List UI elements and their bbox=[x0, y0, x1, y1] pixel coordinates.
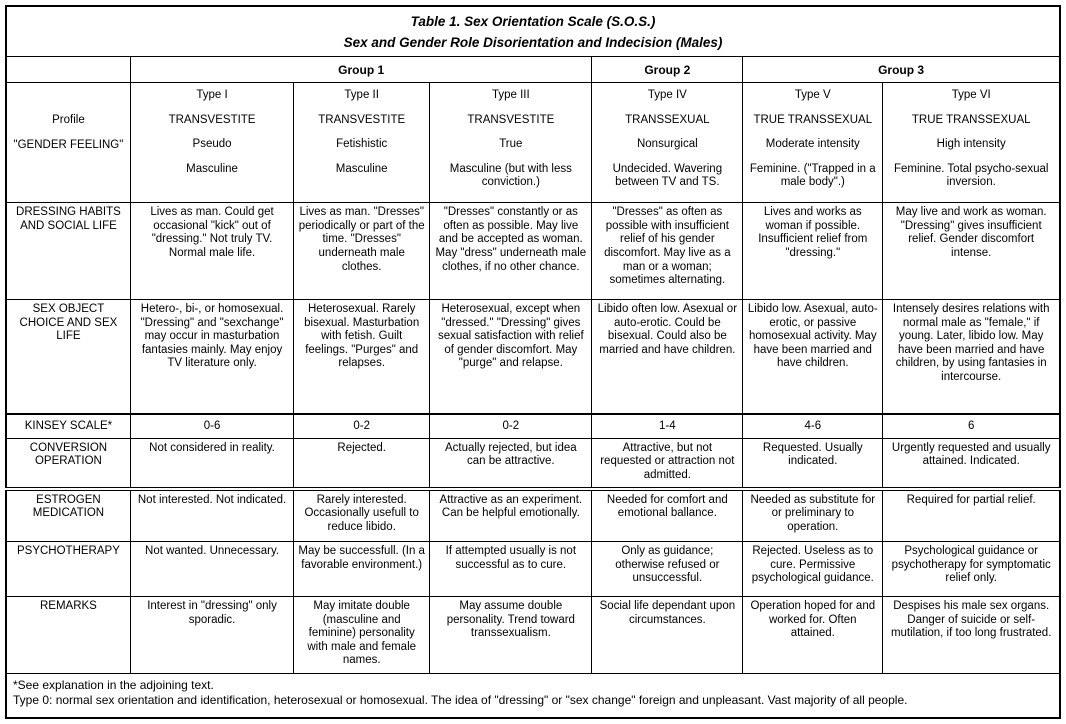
group-header-row bbox=[6, 57, 1060, 82]
type-category: TRUE TRANSSEXUAL bbox=[753, 113, 873, 126]
table-cell: Despises his male sex organs. Danger of suicide or self-mutilation, if too long frustrated. bbox=[883, 597, 1060, 673]
type-name: Type VI bbox=[951, 88, 991, 101]
table-cell: Not interested. Not indicated. bbox=[130, 489, 293, 542]
footnote-asterisk: *See explanation in the adjoining text. bbox=[13, 677, 214, 692]
row-sex-object-choice bbox=[6, 300, 1060, 414]
group-header-empty-cell bbox=[6, 57, 130, 82]
row-label: SEX OBJECT CHOICE AND SEX LIFE bbox=[6, 300, 130, 414]
type-name: Type IV bbox=[647, 88, 687, 101]
type-variant: Moderate intensity bbox=[765, 138, 860, 151]
table-cell: Requested. Usually indicated. bbox=[743, 438, 883, 488]
type-feeling: Masculine bbox=[335, 162, 388, 175]
row-remarks bbox=[6, 597, 1060, 673]
type-name: Type II bbox=[344, 88, 379, 101]
row-label: ESTROGEN MEDICATION bbox=[6, 489, 130, 542]
type-category: TRANSSEXUAL bbox=[625, 113, 710, 126]
table-cell: Operation hoped for and worked for. Often attained. bbox=[743, 597, 883, 673]
table-cell: Libido low. Asexual, auto-erotic, or passive homosexual activity. May have been married and have children. bbox=[743, 300, 883, 414]
table-cell: 0-6 bbox=[130, 414, 293, 438]
table-cell: Rarely interested. Occasionally usefull to reduce libido. bbox=[294, 489, 430, 542]
row-label: CONVERSION OPERATION bbox=[6, 438, 130, 488]
table-cell: Rejected. Useless as to cure. Permissive psychological guidance. bbox=[743, 542, 883, 597]
type-category: TRUE TRANSSEXUAL bbox=[911, 113, 1031, 126]
table-cell: Attractive as an experiment. Can be helpful emotionally. bbox=[430, 489, 592, 542]
table-cell: Heterosexual. Rarely bisexual. Masturbation with fetish. Guilt feelings. "Purges" and relapses. bbox=[294, 300, 430, 414]
row-conversion-operation bbox=[6, 438, 1060, 488]
group2-header: Group 2 bbox=[592, 57, 743, 82]
type-variant: High intensity bbox=[936, 138, 1006, 151]
table-cell: May live and work as woman. "Dressing" gives insufficient relief. Gender discomfort intense. bbox=[883, 203, 1060, 300]
row-label: PSYCHOTHERAPY bbox=[6, 542, 130, 597]
table-cell: 1-4 bbox=[592, 414, 743, 438]
type-variant: Nonsurgical bbox=[636, 138, 698, 151]
table-cell: Urgently requested and usually attained. Indicated. bbox=[883, 438, 1060, 488]
row-psychotherapy bbox=[6, 542, 1060, 597]
type2-profile-cell bbox=[294, 82, 430, 202]
type-name: Type V bbox=[794, 88, 831, 101]
footnote-row bbox=[6, 673, 1060, 718]
table-cell: 4-6 bbox=[743, 414, 883, 438]
row-dressing-habits bbox=[6, 203, 1060, 300]
type-feeling: Feminine. Total psycho-sexual inversion. bbox=[893, 162, 1049, 189]
type-variant: Pseudo bbox=[192, 138, 232, 151]
group1-header: Group 1 bbox=[130, 57, 592, 82]
row-label: REMARKS bbox=[6, 597, 130, 673]
table-cell: May imitate double (masculine and feminine) personality with male and female names. bbox=[294, 597, 430, 673]
table-cell: Lives and works as woman if possible. Insufficient relief from "dressing." bbox=[743, 203, 883, 300]
table-cell: Only as guidance; otherwise refused or unsuccessful. bbox=[592, 542, 743, 597]
table-cell: 0-2 bbox=[430, 414, 592, 438]
type-name: Type I bbox=[196, 88, 228, 101]
type-category: TRANSVESTITE bbox=[168, 113, 256, 126]
profile-row-label bbox=[6, 82, 130, 202]
type-variant: Fetishistic bbox=[336, 138, 388, 151]
row-estrogen-medication bbox=[6, 489, 1060, 542]
table-cell: "Dresses" as often as possible with insufficient relief of his gender discomfort. May live as a man or a woman; sometimes alternating. bbox=[592, 203, 743, 300]
table-cell: Intensely desires relations with normal male as "female," if young. Later, libido low. May have been married and have children, by using fantasies in intercourse. bbox=[883, 300, 1060, 414]
type-category: TRANSVESTITE bbox=[318, 113, 406, 126]
table-cell: Libido often low. Asexual or auto-erotic. Could be bisexual. Could also be married and have children. bbox=[592, 300, 743, 414]
table-cell: 0-2 bbox=[294, 414, 430, 438]
type3-profile-cell bbox=[430, 82, 592, 202]
type1-profile-cell bbox=[130, 82, 293, 202]
type-feeling: Feminine. ("Trapped in a male body".) bbox=[749, 162, 876, 189]
type-feeling: Masculine (but with less conviction.) bbox=[449, 162, 572, 189]
row-kinsey-scale bbox=[6, 414, 1060, 438]
type-name: Type III bbox=[491, 88, 530, 101]
table-cell: Actually rejected, but idea can be attractive. bbox=[430, 438, 592, 488]
footnote-cell bbox=[6, 673, 1060, 718]
type-variant: True bbox=[499, 138, 523, 151]
table-cell: Lives as man. Could get occasional "kick" out of "dressing." Not truly TV. Normal male life. bbox=[130, 203, 293, 300]
row-label: DRESSING HABITS AND SOCIAL LIFE bbox=[6, 203, 130, 300]
table-cell: Required for partial relief. bbox=[883, 489, 1060, 542]
row-label: KINSEY SCALE* bbox=[6, 414, 130, 438]
table-cell: Psychological guidance or psychotherapy for symptomatic relief only. bbox=[883, 542, 1060, 597]
table-cell: Interest in "dressing" only sporadic. bbox=[130, 597, 293, 673]
table-cell: May be successfull. (In a favorable environment.) bbox=[294, 542, 430, 597]
table-cell: Attractive, but not requested or attraction not admitted. bbox=[592, 438, 743, 488]
table-cell: Rejected. bbox=[294, 438, 430, 488]
type5-profile-cell bbox=[743, 82, 883, 202]
table-cell: Hetero-, bi-, or homosexual. "Dressing" and "sexchange" may occur in masturbation fantasies mainly. May enjoy TV literature only. bbox=[130, 300, 293, 414]
profile-row bbox=[6, 82, 1060, 202]
table-subtitle: Sex and Gender Role Disorientation and Indecision (Males) bbox=[343, 34, 723, 50]
table-cell: Social life dependant upon circumstances. bbox=[592, 597, 743, 673]
sos-table bbox=[5, 5, 1061, 719]
table-cell: 6 bbox=[883, 414, 1060, 438]
type-feeling: Masculine bbox=[186, 162, 238, 175]
footnote-type0: Type 0: normal sex orientation and identification, heterosexual or homosexual. The idea of "dressing" or "sex change" foreign and unpleasant. Vast majority of all people. bbox=[13, 693, 908, 708]
table-cell: Heterosexual, except when "dressed." "Dressing" gives sexual satisfaction with relief of gender discomfort. May "purge" and relapse. bbox=[430, 300, 592, 414]
type-feeling: Undecided. Wavering between TV and TS. bbox=[612, 162, 723, 189]
gender-feeling-label: "GENDER FEELING" bbox=[13, 138, 124, 151]
type-category: TRANSVESTITE bbox=[467, 113, 555, 126]
type6-profile-cell bbox=[883, 82, 1060, 202]
table-cell: Needed for comfort and emotional ballance. bbox=[592, 489, 743, 542]
table-cell: Not wanted. Unnecessary. bbox=[130, 542, 293, 597]
table-cell: Lives as man. "Dresses" periodically or part of the time. "Dresses" underneath male clothes. bbox=[294, 203, 430, 300]
table-cell: "Dresses" constantly or as often as possible. May live and be accepted as woman. May "dress" underneath male clothes, if no other chance. bbox=[430, 203, 592, 300]
profile-label: Profile bbox=[52, 113, 85, 126]
table-title-cell bbox=[6, 6, 1060, 57]
group3-header: Group 3 bbox=[743, 57, 1060, 82]
table-cell: Needed as substitute for or preliminary to operation. bbox=[743, 489, 883, 542]
table-cell: May assume double personality. Trend toward transsexualism. bbox=[430, 597, 592, 673]
table-cell: Not considered in reality. bbox=[130, 438, 293, 488]
title-row bbox=[6, 6, 1060, 57]
table-title: Table 1. Sex Orientation Scale (S.O.S.) bbox=[410, 14, 656, 30]
table-cell: If attempted usually is not successful as to cure. bbox=[430, 542, 592, 597]
type4-profile-cell bbox=[592, 82, 743, 202]
